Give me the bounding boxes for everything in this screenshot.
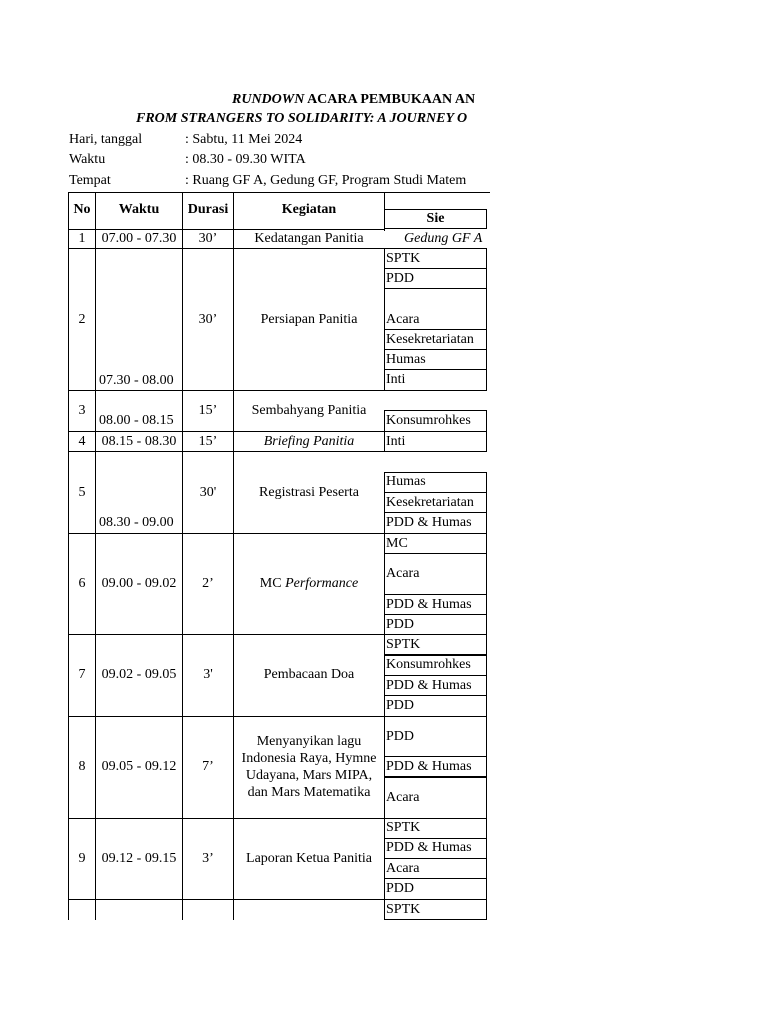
sie-label: MC — [386, 536, 408, 551]
sie-label: PDD — [386, 729, 415, 744]
row-sie: Gedung GF A — [404, 231, 483, 246]
row-waktu: 09.05 - 09.12 — [101, 759, 177, 774]
sie-label: Humas — [386, 352, 426, 367]
info-label-place: Tempat — [69, 173, 111, 188]
row-waktu: 08.30 - 09.00 — [99, 515, 174, 530]
row-kegiatan: Laporan Ketua Panitia — [246, 851, 372, 866]
row-waktu: 08.15 - 08.30 — [101, 434, 177, 449]
row-durasi: 15’ — [198, 434, 218, 449]
sie-label: Kesekretariatan — [386, 495, 474, 510]
sie-label: Kesekretariatan — [386, 332, 474, 347]
row-durasi: 30’ — [198, 231, 218, 246]
document-title: RUNDOWN ACARA PEMBUKAAN AN — [232, 92, 476, 107]
info-label-date: Hari, tanggal — [69, 132, 143, 147]
row-durasi: 3’ — [202, 851, 214, 866]
row-kegiatan: Registrasi Peserta — [259, 485, 359, 500]
sie-label: SPTK — [386, 251, 421, 266]
header-kegiatan: Kegiatan — [281, 202, 337, 217]
sie-label: SPTK — [386, 902, 421, 917]
sie-label: Inti — [386, 434, 406, 449]
header-sie: Sie — [426, 211, 445, 226]
row-kegiatan: Briefing Panitia — [263, 434, 355, 449]
row-kegiatan: Kedatangan Panitia — [254, 231, 364, 246]
sie-label: Acara — [386, 312, 420, 327]
header-waktu: Waktu — [118, 202, 160, 217]
row-durasi: 2’ — [202, 576, 214, 591]
sie-label: PDD & Humas — [386, 759, 472, 774]
info-value-date: : Sabtu, 11 Mei 2024 — [185, 132, 303, 147]
header-no: No — [73, 202, 91, 217]
row-durasi: 15’ — [198, 403, 218, 418]
row-no: 4 — [78, 434, 86, 449]
row-waktu: 07.00 - 07.30 — [101, 231, 177, 246]
row-waktu: 09.00 - 09.02 — [101, 576, 177, 591]
row-kegiatan: Menyanyikan lagu Indonesia Raya, Hymne Udayana, Mars MIPA, dan Mars Matematika — [241, 734, 377, 800]
row-no: 3 — [78, 403, 86, 418]
sie-label: PDD — [386, 271, 415, 286]
row-waktu: 07.30 - 08.00 — [99, 373, 174, 388]
sie-label: PDD & Humas — [386, 597, 472, 612]
row-no: 8 — [78, 759, 86, 774]
row-kegiatan: Sembahyang Panitia — [251, 403, 367, 418]
row-kegiatan: Pembacaan Doa — [263, 667, 355, 682]
row-durasi: 30' — [199, 485, 217, 500]
row-no: 1 — [78, 231, 86, 246]
row-durasi: 7’ — [202, 759, 214, 774]
sie-label: Konsumrohkes — [386, 413, 471, 428]
row-no: 5 — [78, 485, 86, 500]
sie-label: Acara — [386, 861, 420, 876]
sie-label: Konsumrohkes — [386, 657, 471, 672]
row-waktu: 09.12 - 09.15 — [101, 851, 177, 866]
row-no: 6 — [78, 576, 86, 591]
sie-label: PDD & Humas — [386, 515, 472, 530]
row-waktu: 08.00 - 08.15 — [99, 413, 174, 428]
document-subtitle: FROM STRANGERS TO SOLIDARITY: A JOURNEY O — [136, 111, 468, 126]
info-label-time: Waktu — [69, 152, 106, 167]
row-kegiatan: MC Performance — [259, 576, 359, 591]
row-no: 2 — [78, 312, 86, 327]
row-waktu: 09.02 - 09.05 — [101, 667, 177, 682]
sie-label: PDD — [386, 881, 415, 896]
sie-label: SPTK — [386, 820, 421, 835]
sie-label: PDD — [386, 617, 415, 632]
row-no: 9 — [78, 851, 86, 866]
sie-label: Acara — [386, 790, 420, 805]
sie-label: PDD — [386, 698, 415, 713]
sie-label: Inti — [386, 372, 406, 387]
sie-label: SPTK — [386, 637, 421, 652]
info-value-time: : 08.30 - 09.30 WITA — [185, 152, 306, 167]
row-durasi: 30’ — [198, 312, 218, 327]
info-value-place: : Ruang GF A, Gedung GF, Program Studi Matem — [185, 173, 467, 188]
sie-label: Humas — [386, 474, 426, 489]
header-durasi: Durasi — [187, 202, 229, 217]
sie-label: PDD & Humas — [386, 678, 472, 693]
row-no: 7 — [78, 667, 86, 682]
row-durasi: 3' — [203, 667, 213, 682]
sie-label: PDD & Humas — [386, 840, 472, 855]
sie-label: Acara — [386, 566, 420, 581]
row-kegiatan: Persiapan Panitia — [260, 312, 358, 327]
